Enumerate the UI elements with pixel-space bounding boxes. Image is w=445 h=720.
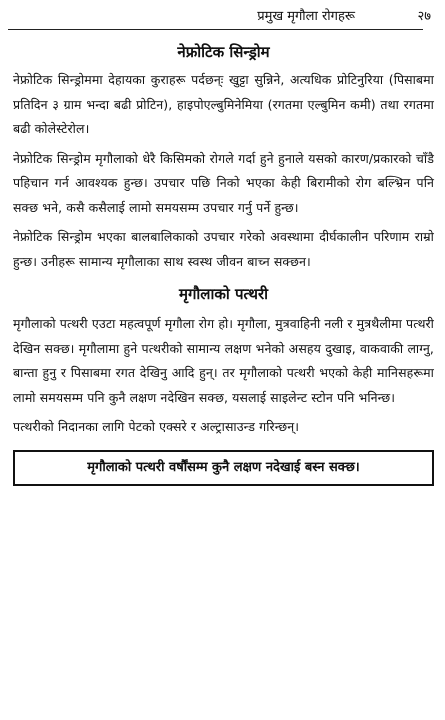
paragraph: मृगौलाको पत्थरी एउटा महत्वपूर्ण मृगौला रोग हो। मृगौला, मुत्रवाहिनी नली र मुत्रथैलीमा पत्थरी देखिन सक्छ। मृगौलामा हुने पत्थरीको सामान्य लक्षण भनेको असहय दुखाइ, वाकवाकी लाग्नु, बान्ता हुनु र पिसाबमा रगत देखिनु आदि हुन्। तर मृगौलाको पत्थरी भएको केही मानिसहरूमा लामो समयसम्म पनि कुनै लक्षण नदेखिन सक्छ, यसलाई साइलेन्ट स्टोन पनि भनिन्छ।	[13, 316, 434, 405]
highlight-box: मृगौलाको पत्थरी वर्षौंसम्म कुनै लक्षण नदेखाई बस्न सक्छ।	[13, 450, 434, 486]
running-title: प्रमुख मृगौला रोगहरू	[257, 9, 355, 24]
paragraph: पत्थरीको निदानका लागि पेटको एक्सरे र अल्ट्रासाउन्ड गरिन्छन्।	[13, 419, 300, 434]
section-title: मृगौलाको पत्थरी	[178, 285, 269, 303]
section-title: नेफ्रोटिक सिन्ड्रोम	[177, 43, 270, 61]
paragraph: नेफ्रोटिक सिन्ड्रोम भएका बालबालिकाको उपचार गरेको अवस्थामा दीर्घकालीन परिणाम राम्रो हुन्छ। उनीहरू सामान्य मृगौलाका साथ स्वस्थ जीवन बाच्न सक्छन।	[13, 229, 434, 269]
section-kidney-stone	[13, 282, 434, 440]
paragraph: नेफ्रोटिक सिन्ड्रोममा देहायका कुराहरू पर्दछन्ः खुट्टा सुन्निने, अत्यधिक प्रोटिनुरिया (पिसाबमा प्रतिदिन ३ ग्राम भन्दा बढी प्रोटिन), हाइपोएल्बुमिनेमिया (रगतमा एल्बुमिन कमी) तथा रगतमा बढी कोलेस्टेरोल।	[13, 72, 434, 136]
header-rule	[8, 29, 423, 30]
section-nephrotic-syndrome	[13, 40, 434, 274]
page-number: २७	[417, 9, 431, 24]
page-content	[13, 40, 434, 486]
paragraph: नेफ्रोटिक सिन्ड्रोम मृगौलाको धेरै किसिमको रोगले गर्दा हुने हुनाले यसको कारण/प्रकारको चाँडै पहिचान गर्न आवश्यक हुन्छ। उपचार पछि निको भएका केही बिरामीको रोग बल्भ्रिन पनि सक्छ भने, कसै कसैलाई लामो समयसम्म उपचार गर्नु पर्ने हुन्छ।	[13, 150, 434, 215]
running-header	[0, 4, 433, 26]
